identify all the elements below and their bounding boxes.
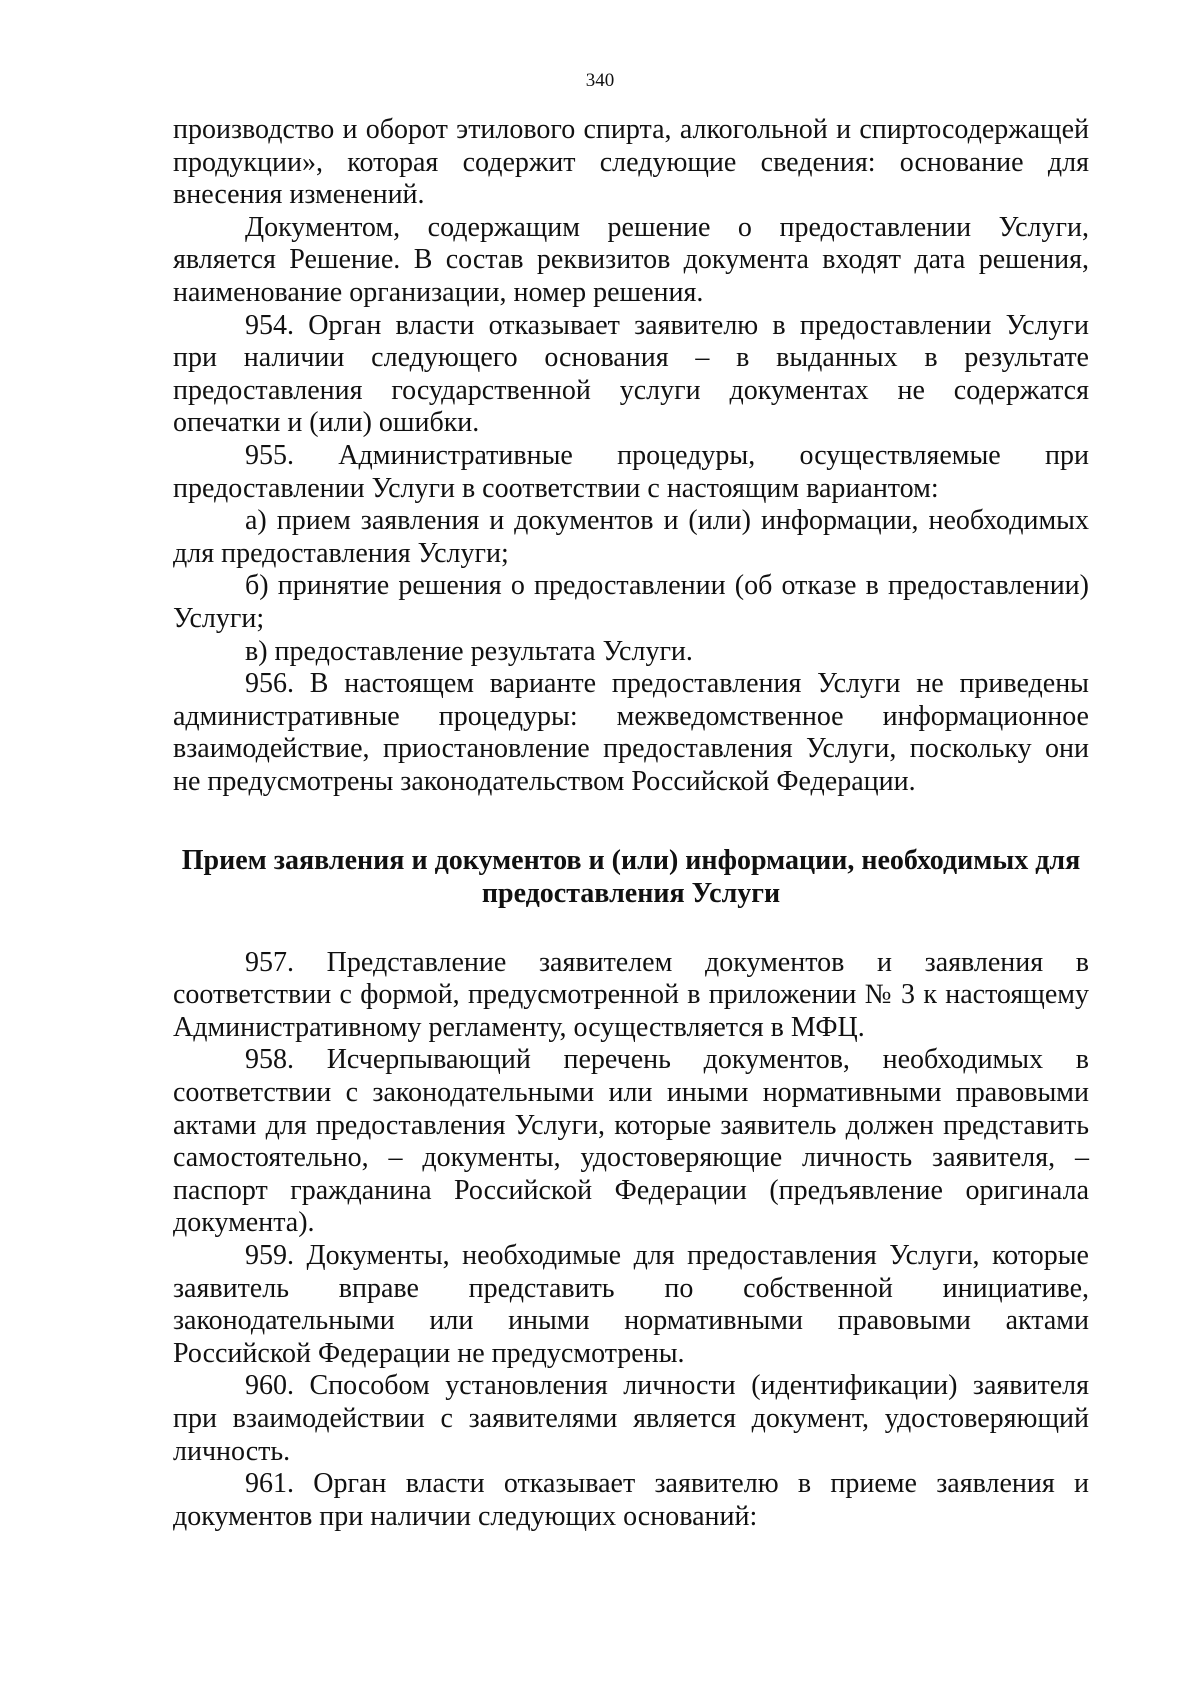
page-number: 340 (585, 70, 615, 91)
section-heading: Прием заявления и документов и (или) информации, необходимых для предоставления Услуги (181, 845, 1081, 910)
paragraph-954: 954. Орган власти отказывает заявителю в предоставлении Услуги при наличии следующего основания – в выданных в результате предоставления государственной услуги документах не содержатся опечатки и (или) ошибки. (173, 309, 1089, 439)
list-item-a: а) прием заявления и документов и (или) информации, необходимых для предоставления Услуги; (173, 505, 1089, 569)
paragraphs-before-heading (173, 114, 1089, 798)
paragraph-decision-document: Документом, содержащим решение о предоставлении Услуги, является Решение. В состав реквизитов документа входят дата решения, наименование организации, номер решения. (173, 211, 1089, 308)
paragraph-956: 956. В настоящем варианте предоставления Услуги не приведены административные процедуры: межведомственное информационное взаимодействие, приостановление предоставления Услуги, поскольку они не предусмотрены законодательством Российской Федерации. (173, 668, 1089, 797)
paragraph-960: 960. Способом установления личности (идентификации) заявителя при взаимодействии с заявителями является документ, удостоверяющий личность. (173, 1370, 1089, 1467)
paragraph-959: 959. Документы, необходимые для предоставления Услуги, которые заявитель вправе представить по собственной инициативе, законодательными или иными нормативными правовыми актами Российской Федерации не предусмотрены. (173, 1240, 1089, 1369)
paragraph-961: 961. Орган власти отказывает заявителю в приеме заявления и документов при наличии следующих оснований: (173, 1468, 1089, 1532)
paragraph-continuation: производство и оборот этилового спирта, алкогольной и спиртосодержащей продукции», которая содержит следующие сведения: основание для внесения изменений. (173, 114, 1089, 211)
paragraph-958: 958. Исчерпывающий перечень документов, необходимых в соответствии с законодательными или иными нормативными правовыми актами для предоставления Услуги, которые заявитель должен представить самостоятельно, – документы, удостоверяющие личность заявителя, – паспорт гражданина Российской Федерации (предъявление оригинала документа). (173, 1044, 1089, 1239)
list-item-b: б) принятие решения о предоставлении (об отказе в предоставлении) Услуги; (173, 570, 1089, 634)
paragraph-957: 957. Представление заявителем документов и заявления в соответствии с формой, предусмотренной в приложении № 3 к настоящему Административному регламенту, осуществляется в МФЦ. (173, 946, 1089, 1043)
list-item-c: в) предоставление результата Услуги. (245, 635, 693, 667)
paragraph-955: 955. Административные процедуры, осуществляемые при предоставлении Услуги в соответствии с настоящим вариантом: (173, 439, 1089, 504)
paragraphs-after-heading (173, 947, 1089, 1534)
document-body (173, 114, 1089, 1533)
